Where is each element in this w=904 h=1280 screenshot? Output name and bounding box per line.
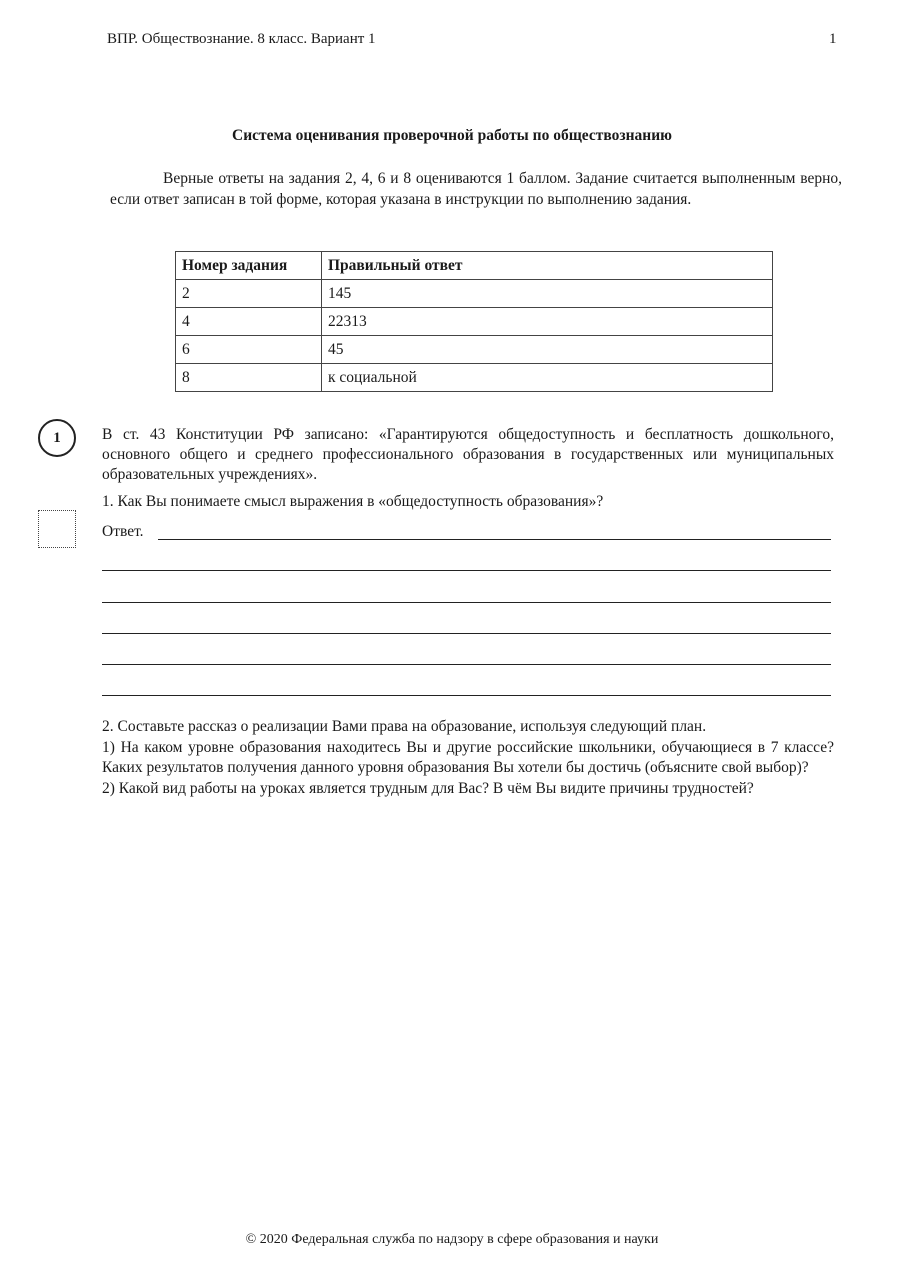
column-header-correct-answer: Правильный ответ — [322, 252, 773, 280]
footer-copyright: © 2020 Федеральная служба по надзору в сфере образования и науки — [245, 1232, 659, 1247]
task-number-cell: 4 — [176, 308, 322, 336]
plan-item-1: 1) На каком уровне образования находитесь Вы и другие российские школьники, обучающиеся в 7 классе? Каких результатов получения данного уровня образования Вы хотели бы достичь (объясните свой выбор)? — [102, 738, 834, 776]
table-row — [176, 336, 773, 364]
answer-cell: 145 — [322, 280, 773, 308]
table-row — [176, 280, 773, 308]
score-box[interactable] — [38, 510, 76, 548]
answer-line[interactable] — [102, 664, 831, 665]
answer-line[interactable] — [102, 633, 831, 634]
task-number-cell: 2 — [176, 280, 322, 308]
answer-line[interactable] — [102, 695, 831, 696]
table-row — [176, 364, 773, 392]
question-2: 2. Составьте рассказ о реализации Вами права на образование, используя следующий план. — [102, 718, 707, 735]
answers-table — [175, 251, 773, 392]
table-row — [176, 308, 773, 336]
answer-cell: 45 — [322, 336, 773, 364]
intro-paragraph: Верные ответы на задания 2, 4, 6 и 8 оцениваются 1 баллом. Задание считается выполненным верно, если ответ записан в той форме, которая указана в инструкции по выполнению задания. — [110, 170, 842, 208]
task-number-cell: 6 — [176, 336, 322, 364]
answer-cell: к социальной — [322, 364, 773, 392]
answer-line[interactable] — [102, 602, 831, 603]
plan-item-2: 2) Какой вид работы на уроках является трудным для Вас? В чём Вы видите причины трудностей? — [102, 779, 754, 797]
task-text: В ст. 43 Конституции РФ записано: «Гарантируются общедоступность и бесплатность дошкольного, основного общего и среднего профессионального образования в государственных или муниципальных образовательных учреждениях». — [102, 426, 834, 483]
header-title: ВПР. Обществознание. 8 класс. Вариант 1 — [107, 31, 376, 47]
task-number-cell: 8 — [176, 364, 322, 392]
question-2-block — [102, 717, 834, 799]
answer-label: Ответ. — [102, 523, 144, 540]
question-1: 1. Как Вы понимаете смысл выражения в «общедоступность образования»? — [102, 493, 604, 510]
task-number-circle: 1 — [38, 419, 76, 457]
page-number: 1 — [829, 31, 837, 47]
answer-line[interactable] — [158, 539, 831, 540]
page-title: Система оценивания проверочной работы по обществознанию — [232, 127, 672, 144]
column-header-task-number: Номер задания — [176, 252, 322, 280]
answer-cell: 22313 — [322, 308, 773, 336]
table-header-row — [176, 252, 773, 280]
answer-line[interactable] — [102, 570, 831, 571]
